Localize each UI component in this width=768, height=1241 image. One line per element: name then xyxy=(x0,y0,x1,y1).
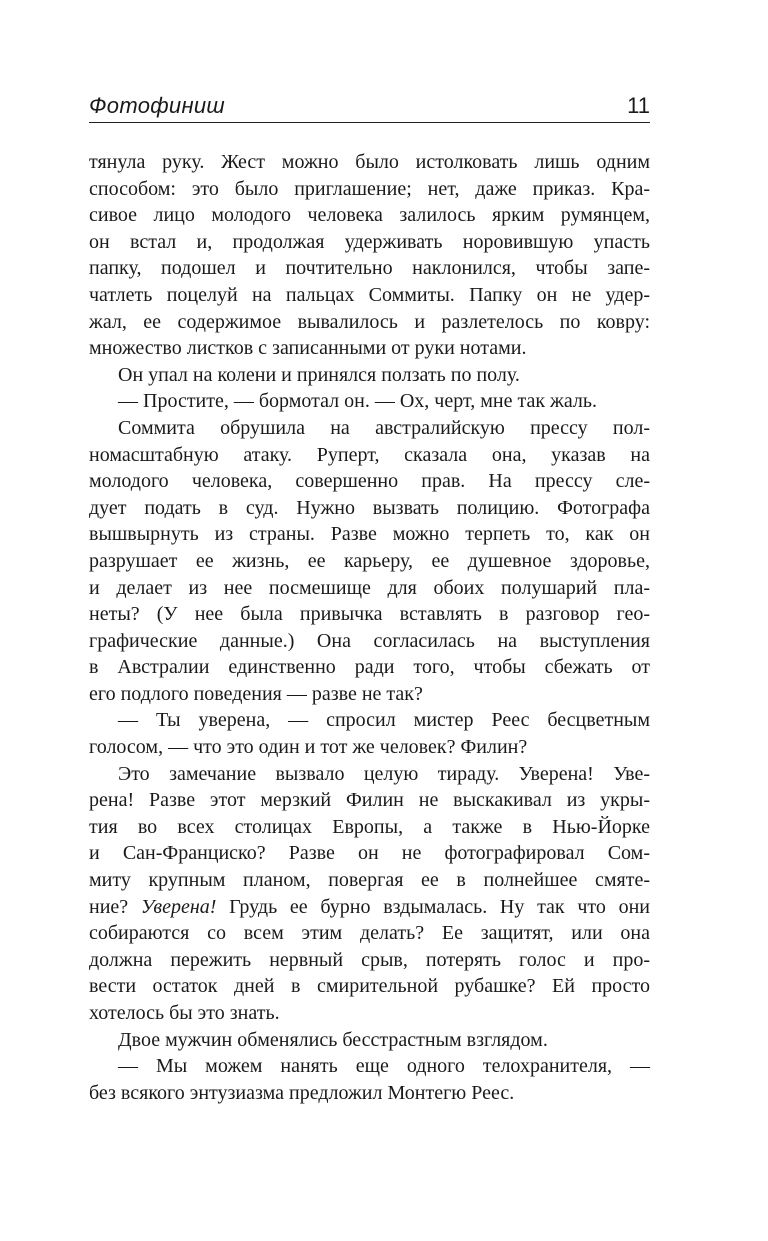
text-line: неты? (У нее была привычка вставлять в разговор гео- xyxy=(89,603,650,626)
text-line: тянула руку. Жест можно было истолковать лишь одним xyxy=(89,151,650,173)
text-line: его подлого поведения — разве не так? xyxy=(89,682,423,705)
paragraph xyxy=(89,388,650,415)
paragraph xyxy=(89,362,650,389)
text-line: без всякого энтузиазма предложил Монтегю Реес. xyxy=(89,1081,515,1104)
text-line: молодого человека, совершенно прав. На прессу сле- xyxy=(89,470,650,493)
text-line: — Мы можем нанять еще одного телохранителя, — xyxy=(118,1055,650,1078)
text-line: дует подать в суд. Нужно вызвать полицию. Фотографа xyxy=(89,496,650,519)
text-line: он встал и, продолжая удерживать норовившую упасть xyxy=(89,230,650,253)
text-line: в Австралии единственно ради того, чтобы сбежать от xyxy=(89,656,650,679)
text-line: голосом, — что это один и тот же человек? Филин? xyxy=(89,736,528,759)
paragraph xyxy=(89,415,650,708)
text-line: Он упал на колени и принялся ползать по полу. xyxy=(118,363,520,386)
text-line: ние? Уверена! Грудь ее бурно вздымалась. Ну так что они xyxy=(89,895,650,918)
page-number: 11 xyxy=(627,93,650,118)
text-line: — Простите, — бормотал он. — Ох, черт, мне так жаль. xyxy=(118,390,598,413)
text-line: миту крупным планом, повергая ее в полнейшее смяте- xyxy=(89,869,650,892)
running-title: Фотофиниш xyxy=(89,93,225,118)
text-line: собираются со всем этим делать? Ее защитят, или она xyxy=(89,922,650,945)
text-line: папку, подошел и почтительно наклонился, чтобы запе- xyxy=(89,257,650,280)
text-line: чатлеть поцелуй на пальцах Соммиты. Папку он не удер- xyxy=(89,283,650,306)
text-line: способом: это было приглашение; нет, даже приказ. Кра- xyxy=(89,177,650,200)
paragraph xyxy=(89,1027,650,1054)
text-line: разрушает ее жизнь, ее карьеру, ее душевное здоровье, xyxy=(89,549,650,572)
paragraph xyxy=(89,1053,650,1106)
paragraph xyxy=(89,707,650,760)
running-header xyxy=(89,92,650,123)
text-line: вести остаток дней в смирительной рубашке? Ей просто xyxy=(89,975,650,998)
italic-emphasis: Уверена! xyxy=(140,895,217,918)
text-line: тия во всех столицах Европы, а также в Нью-Йорке xyxy=(89,815,650,838)
text-line: номасштабную атаку. Руперт, сказала она, указав на xyxy=(89,443,650,466)
text-line: рена! Разве этот мерзкий Филин не выскакивал из укры- xyxy=(89,789,650,812)
text-line: графические данные.) Она согласилась на выступления xyxy=(89,629,650,652)
paragraph xyxy=(89,761,650,1027)
text-line: жал, ее содержимое вывалилось и разлетелось по ковру: xyxy=(89,310,650,333)
paragraph xyxy=(89,149,650,362)
text-line: Соммита обрушила на австралийскую прессу пол- xyxy=(118,416,650,439)
body-text xyxy=(89,149,650,1106)
text-line: — Ты уверена, — спросил мистер Реес бесцветным xyxy=(118,709,650,732)
text-line: множество листков с записанными от руки нотами. xyxy=(89,337,527,360)
text-line: и делает из нее посмешище для обоих полушарий пла- xyxy=(89,576,650,599)
text-line: вышвырнуть из страны. Разве можно терпеть то, как он xyxy=(89,523,650,546)
text-line: должна пережить нервный срыв, потерять голос и про- xyxy=(89,948,650,971)
text-line: Это замечание вызвало целую тираду. Уверена! Уве- xyxy=(118,762,650,785)
text-line: и Сан-Франциско? Разве он не фотографировал Сом- xyxy=(89,842,650,865)
text-line: сивое лицо молодого человека залилось ярким румянцем, xyxy=(89,204,650,227)
text-line: Двое мужчин обменялись бесстрастным взглядом. xyxy=(118,1028,548,1051)
text-line: хотелось бы это знать. xyxy=(89,1002,280,1024)
